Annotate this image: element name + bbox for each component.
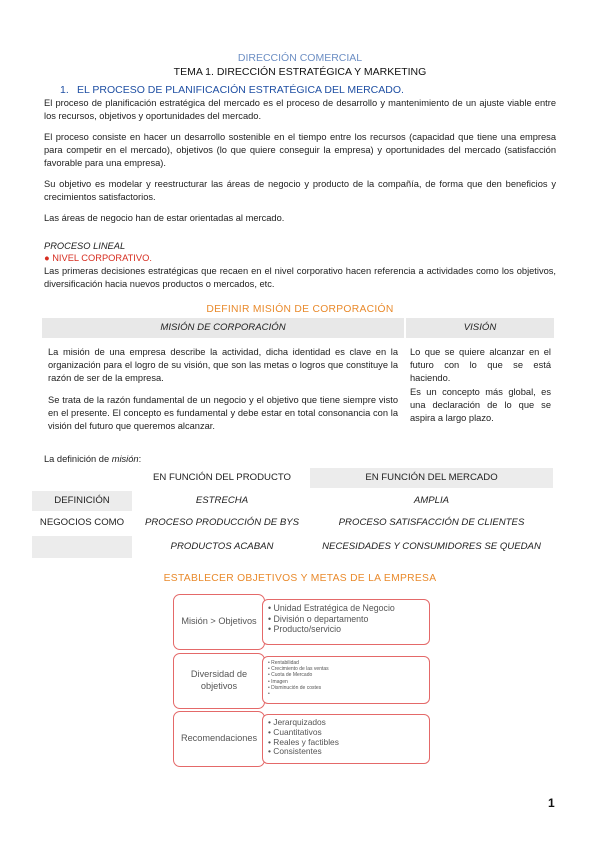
row-definition-market: AMPLIA xyxy=(413,495,450,506)
diagram-item: • Disminución de costes xyxy=(268,685,329,691)
diagram-item: • Reales y factibles xyxy=(268,738,339,748)
paragraph-2: El proceso consiste en hacer un desarrollo sostenible en el tiempo entre los recursos (capacidad que tiene una empresa para competir en el mercado), objetivos (lo que quiere conseguir la empresa) y oportunidades del mercado (satisfacción favorable para una empresa). xyxy=(44,132,556,168)
diagram-label-recommendations: Recomendaciones xyxy=(180,733,258,743)
definition-intro-suffix: : xyxy=(138,454,142,464)
diagram-item xyxy=(268,691,329,697)
diagram-item: • División o departamento xyxy=(268,614,395,625)
row-products-product: PRODUCTOS ACABAN xyxy=(170,541,274,552)
paragraph-1: El proceso de planificación estratégica del mercado es el proceso de desarrollo y mantenimiento de un ajuste viable entre los recursos, objetivos y oportunidades del mercado. xyxy=(44,98,556,121)
diagram-list-recommendations xyxy=(262,714,430,764)
mission-table-header xyxy=(42,318,554,338)
diagram-box-diversity xyxy=(173,653,265,709)
section-heading xyxy=(60,84,404,96)
row-label-empty xyxy=(32,536,132,558)
diagram-item: • Cuota de Mercado xyxy=(268,672,329,678)
diagram-item: • Imagen xyxy=(268,679,329,685)
diagram-list-diversity xyxy=(262,656,430,704)
vision-text-1: Lo que se quiere alcanzar en el futuro con lo que se está haciendo. xyxy=(410,347,551,384)
mission-text-1: La misión de una empresa describe la actividad, dicha identidad es clave en la organización para el logro de su visión, que son las metas o logros que constituye la razón de ser de la empresa. xyxy=(48,347,398,384)
market-column-header: EN FUNCIÓN DEL MERCADO xyxy=(310,468,553,488)
section-title: EL PROCESO DE PLANIFICACIÓN ESTRATÉGICA DEL MERCADO. xyxy=(77,84,404,96)
row-business-market: PROCESO SATISFACCIÓN DE CLIENTES xyxy=(338,517,525,528)
product-column-header: EN FUNCIÓN DEL PRODUCTO xyxy=(152,472,292,483)
diagram-item: • Unidad Estratégica de Negocio xyxy=(268,603,395,614)
diagram-item: • Jerarquizados xyxy=(268,718,339,728)
paragraph-3: Su objetivo es modelar y reestructurar las áreas de negocio y producto de la compañía, de forma que den beneficios y crecimientos satisfactorios. xyxy=(44,179,556,202)
diagram-box-mission xyxy=(173,594,265,650)
mission-column-header: MISIÓN DE CORPORACIÓN xyxy=(42,318,404,338)
objectives-section-title: ESTABLECER OBJETIVOS Y METAS DE LA EMPRESA xyxy=(163,573,437,584)
diagram-item: • Cuantitativos xyxy=(268,728,339,738)
row-definition-product: ESTRECHA xyxy=(195,495,249,506)
page-number: 1 xyxy=(548,796,555,810)
diagram-item: • Crecimiento de las ventas xyxy=(268,666,329,672)
mission-section-title: DEFINIR MISIÓN DE CORPORACIÓN xyxy=(206,304,394,315)
diagram-item: • Producto/servicio xyxy=(268,624,395,635)
definition-intro xyxy=(44,453,556,466)
diagram-items-recommendations xyxy=(268,718,339,757)
row-label-business: NEGOCIOS COMO xyxy=(39,517,125,528)
diagram-list-mission xyxy=(262,599,430,645)
mission-text-2: Se trata de la razón fundamental de un negocio y el objetivo que tiene siempre visto en el presente. El concepto es fundamental y debe estar en total consonancia con la visión del futuro que queremos alcanzar. xyxy=(48,395,398,432)
linear-process-heading: PROCESO LINEAL xyxy=(44,241,126,251)
diagram-box-recommendations xyxy=(173,711,265,767)
definition-intro-word: misión xyxy=(111,454,139,464)
document-topic: TEMA 1. DIRECCIÓN ESTRATÉGICA Y MARKETING xyxy=(173,66,427,78)
row-label-definition: DEFINICIÓN xyxy=(32,491,132,511)
diagram-items-diversity xyxy=(268,660,329,697)
corporate-level-bullet: ● NIVEL CORPORATIVO. xyxy=(44,253,152,263)
definition-intro-prefix: La definición de xyxy=(44,454,112,464)
vision-text-2: Es un concepto más global, es una declaración de lo que se aspira a largo plazo. xyxy=(410,387,551,424)
vision-column-header: VISIÓN xyxy=(406,318,554,338)
corporate-level-text: Las primeras decisiones estratégicas que recaen en el nivel corporativo hacen referencia a actividades como los objetivos, diversificación hacia nuevos productos o mercados, etc. xyxy=(44,266,556,289)
row-business-product: PROCESO PRODUCCIÓN DE BYS xyxy=(144,517,300,528)
row-products-market: NECESIDADES Y CONSUMIDORES SE QUEDAN xyxy=(322,541,541,552)
diagram-label-diversity: Diversidad de objetivos xyxy=(190,669,248,691)
diagram-item: • Consistentes xyxy=(268,747,339,757)
section-number: 1. xyxy=(60,84,69,96)
paragraph-4: Las áreas de negocio han de estar orientadas al mercado. xyxy=(44,213,285,223)
diagram-item: • Rentabilidad xyxy=(268,660,329,666)
diagram-items-mission xyxy=(268,603,395,635)
diagram-label-mission: Misión > Objetivos xyxy=(181,616,257,626)
document-subject: DIRECCIÓN COMERCIAL xyxy=(237,52,363,64)
